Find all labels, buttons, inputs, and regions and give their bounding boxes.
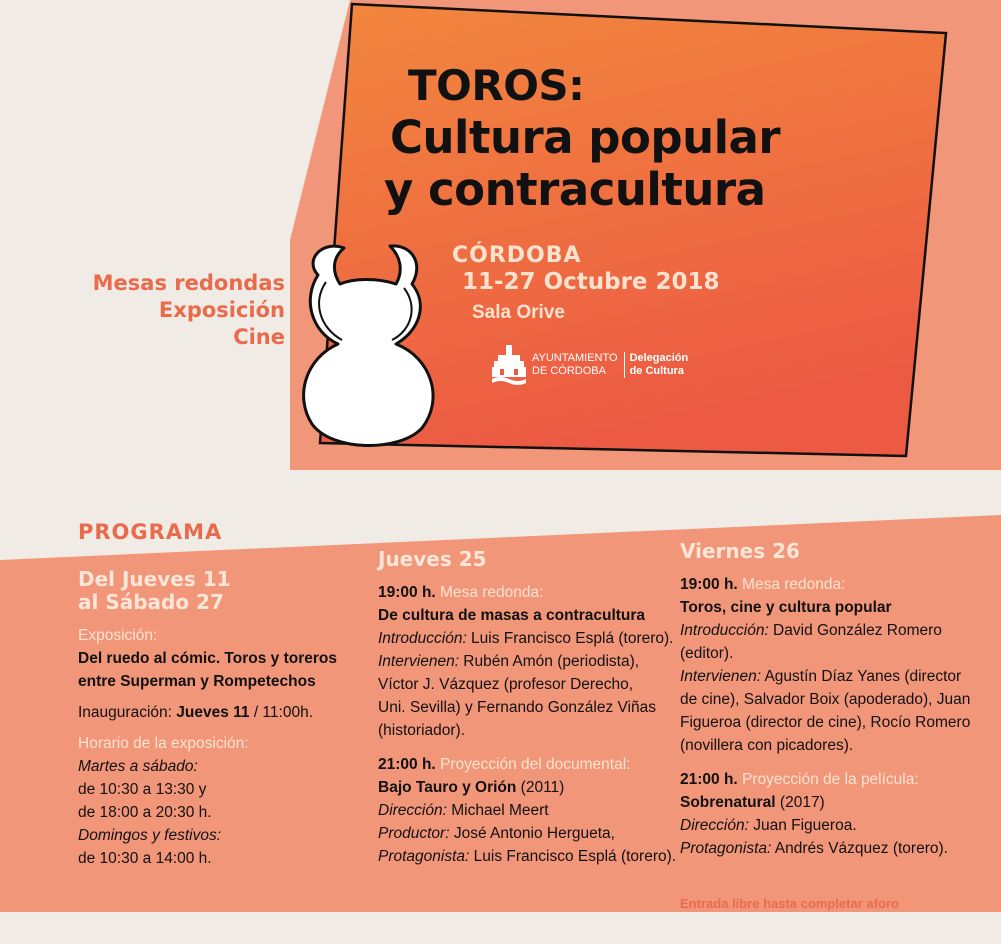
weekday-hours-1: de 10:30 a 13:30 y [78, 781, 207, 798]
event-time-line: 21:00 h. Proyección de la película: [680, 771, 919, 788]
day-heading: Del Jueves 11 al Sábado 27 [78, 567, 231, 614]
weekday-label: Martes a sábado: [78, 758, 198, 775]
hours-label: Horario de la exposición: [78, 735, 249, 752]
event-venue: Sala Orive [472, 302, 565, 323]
day-heading: Viernes 26 [680, 539, 800, 563]
title-line-3: y contracultura [384, 163, 766, 216]
program-heading: PROGRAMA [78, 520, 223, 544]
event-title: Sobrenatural (2017) [680, 794, 825, 811]
activity-list [93, 270, 285, 351]
event-time-line: 19:00 h. Mesa redonda: [378, 584, 544, 601]
sunday-hours: de 10:30 a 14:00 h. [78, 850, 212, 867]
title-line-2: Cultura popular [390, 111, 781, 164]
event-title: De cultura de masas a contracultura [378, 607, 646, 624]
program-column-exhibition [78, 568, 368, 870]
program-column-thursday: Jueves 25 19:00 h. Mesa redonda: De cultura de masas a contracultura Introducción: Luis Francisco Esplá (torero). Intervienen: Rubén Amón (periodista), Víctor J. Vázquez (profesor Derecho, Uni. Sevilla) y Fernando González Viñas (historiador). 21:00 h. Proyección del documental: Bajo Tauro y Orión (2011) Dirección: Michael Meert Productor: José Antonio Hergueta, Protagonista: Luis Francisco Esplá (torero). [378, 547, 677, 865]
event-title: Bajo Tauro y Orión (2011) [378, 779, 565, 796]
event-title: Toros, cine y cultura popular [680, 599, 892, 616]
weekday-hours-2: de 18:00 a 20:30 h. [78, 804, 212, 821]
program-column-friday: Viernes 26 19:00 h. Mesa redonda: Toros, cine y cultura popular Introducción: David González Romero (editor). Intervienen: Agustín Díaz Yanes (director de cine), Salvador Boix (apoderado), Juan Figueroa (director de cine), Rocío Romero (novillera con picadores). 21:00 h. Proyección de la película: Sobrenatural (2017) Dirección: Juan Figueroa. Protagonista: Andrés Vázquez (torero). [680, 540, 980, 860]
opening-line: Inauguración: Jueves 11 / 11:00h. [78, 704, 313, 721]
logo-organization: AYUNTAMIENTO DE CÓRDOBA [532, 352, 625, 378]
poster-title [384, 60, 781, 216]
event-time-line: 19:00 h. Mesa redonda: [680, 576, 846, 593]
logo-department: Delegación de Cultura [629, 352, 689, 377]
activity-cinema: Cine [233, 325, 285, 349]
ayuntamiento-logo [490, 343, 688, 387]
bull-head-icon [296, 240, 446, 452]
exhibition-title: Del ruedo al cómic. Toros y toreros entre Superman y Rompetechos [78, 650, 337, 690]
event-dates: 11-27 Octubre 2018 [462, 269, 720, 295]
event-time-line: 21:00 h. Proyección del documental: [378, 756, 631, 773]
sunday-label: Domingos y festivos: [78, 827, 221, 844]
city-hall-icon [490, 343, 528, 387]
event-city: CÓRDOBA [452, 243, 582, 268]
free-entry-note: Entrada libre hasta completar aforo [680, 896, 899, 911]
activity-exhibition: Exposición [158, 298, 285, 322]
exhibition-label: Exposición: [78, 627, 158, 644]
activity-round-tables: Mesas redondas [92, 271, 285, 295]
day-heading: Jueves 25 [378, 547, 487, 571]
title-line-1: TOROS: [408, 61, 585, 110]
